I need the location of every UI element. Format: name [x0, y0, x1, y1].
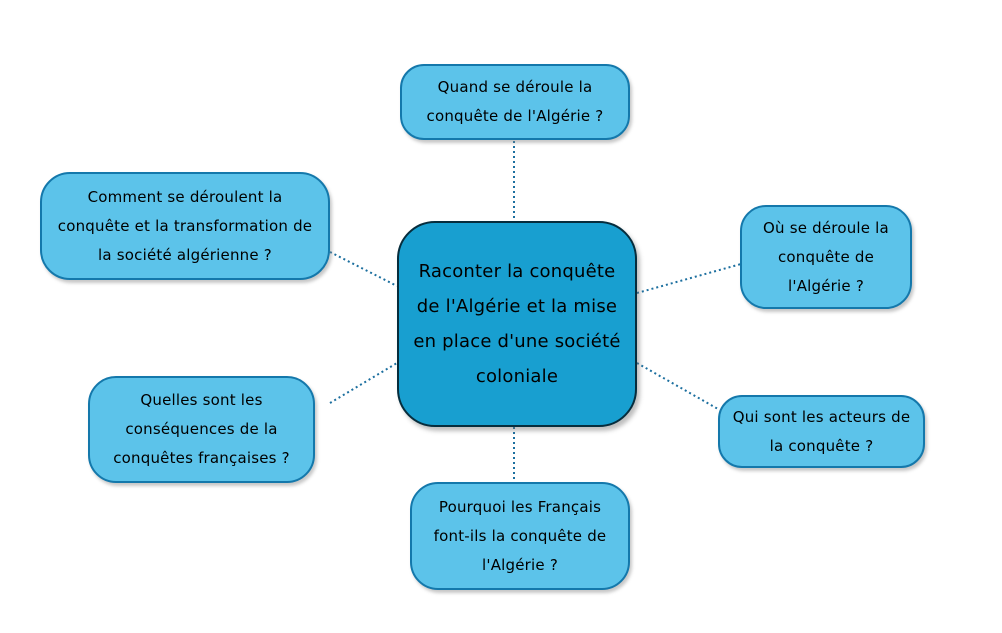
branch-label-pourquoi: Pourquoi les Français font-ils la conquête de l'Algérie ? [433, 497, 607, 574]
branch-node-quand[interactable] [400, 64, 630, 140]
connector-center-qui [637, 363, 718, 409]
branch-node-pourquoi[interactable] [410, 482, 630, 590]
branch-node-qui[interactable] [718, 395, 925, 468]
connector-center-ou [637, 264, 741, 293]
branch-node-comment[interactable] [40, 172, 330, 280]
branch-label-ou: Où se déroule la conquête de l'Algérie ? [763, 218, 889, 295]
branch-label-quelles: Quelles sont les conséquences de la conquêtes françaises ? [113, 391, 290, 467]
connector-center-comment [330, 252, 397, 286]
central-topic-label: Raconter la conquête de l'Algérie et la mise en place d'une société coloniale [413, 261, 621, 387]
branch-node-quelles[interactable] [88, 376, 315, 483]
branch-label-quand: Quand se déroule la conquête de l'Algérie ? [426, 78, 604, 125]
branch-node-ou[interactable] [740, 205, 912, 309]
central-topic-node[interactable] [397, 221, 637, 427]
branch-label-comment: Comment se déroulent la conquête et la transformation de la société algérienne ? [57, 187, 313, 264]
branch-label-qui: Qui sont les acteurs de la conquête ? [732, 407, 911, 455]
connector-center-quelles [330, 363, 397, 403]
